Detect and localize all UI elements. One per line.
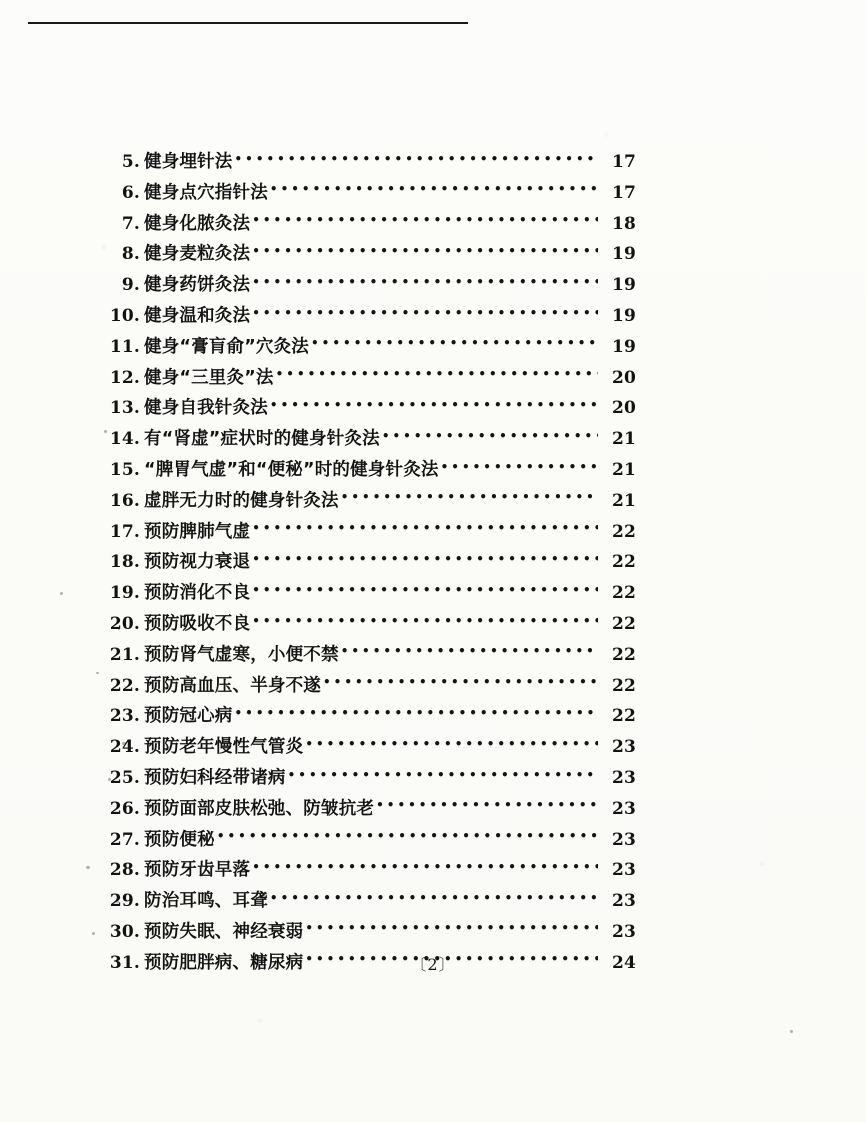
toc-entry bbox=[0, 733, 866, 764]
toc-entry-page: 23 bbox=[611, 891, 636, 912]
toc-entry bbox=[0, 148, 866, 179]
toc-entry-page: 17 bbox=[611, 152, 636, 172]
toc-entry-label: 预防冠心病 bbox=[144, 706, 233, 727]
toc-entry-label: 健身埋针法 bbox=[144, 152, 233, 172]
toc-entry-number: 28. bbox=[109, 860, 140, 881]
toc-entry-number: 16. bbox=[109, 490, 140, 511]
scan-speck bbox=[790, 1030, 793, 1033]
toc-entry bbox=[0, 240, 866, 271]
toc-leader-dots bbox=[252, 581, 598, 599]
toc-leader-dots bbox=[323, 673, 598, 691]
toc-entry bbox=[0, 887, 866, 918]
toc-leader-dots bbox=[341, 488, 598, 506]
toc-entry-label: 预防视力衰退 bbox=[144, 552, 251, 573]
toc-entry bbox=[0, 394, 866, 425]
toc-leader-dots bbox=[270, 889, 598, 907]
toc-entry-number: 25. bbox=[109, 767, 140, 788]
toc-entry-page: 17 bbox=[611, 182, 636, 203]
toc-entry-number: 21. bbox=[109, 644, 140, 665]
toc-leader-dots bbox=[252, 303, 598, 321]
toc-leader-dots bbox=[441, 457, 598, 475]
toc-entry-page: 18 bbox=[611, 213, 636, 234]
toc-entry-number: 27. bbox=[109, 829, 140, 850]
toc-entry-page: 23 bbox=[611, 798, 636, 819]
toc-entry-page: 22 bbox=[611, 583, 636, 604]
toc-leader-dots bbox=[270, 180, 598, 198]
toc-entry-number: 6. bbox=[121, 182, 140, 203]
toc-entry-label: 预防妇科经带诸病 bbox=[144, 767, 286, 788]
toc-entry-label: 健身麦粒灸法 bbox=[144, 244, 251, 265]
toc-entry bbox=[0, 210, 866, 241]
toc-entry bbox=[0, 641, 866, 672]
toc-entry-number: 14. bbox=[109, 429, 140, 450]
toc-entry-page: 23 bbox=[611, 767, 636, 788]
toc-leader-dots bbox=[305, 735, 598, 753]
toc-entry-page: 22 bbox=[611, 613, 636, 634]
toc-entry-label: 健身温和灸法 bbox=[144, 305, 251, 326]
toc-entry-number: 9. bbox=[121, 275, 140, 296]
toc-entry-label: 健身“三里灸”法 bbox=[144, 367, 274, 388]
toc-entry-page: 23 bbox=[611, 737, 636, 758]
toc-entry-number: 24. bbox=[109, 737, 140, 758]
toc-entry bbox=[0, 856, 866, 887]
toc-entry-label: 健身“膏肓俞”穴灸法 bbox=[144, 336, 310, 357]
toc-entry-number: 10. bbox=[109, 305, 140, 326]
toc-entry-label: 防治耳鸣、耳聋 bbox=[144, 891, 268, 912]
toc-entry-number: 11. bbox=[109, 336, 140, 357]
toc-leader-dots bbox=[252, 550, 598, 568]
toc-entry-page: 21 bbox=[611, 429, 636, 450]
toc-entry-page: 19 bbox=[611, 244, 636, 265]
toc-entry bbox=[0, 579, 866, 610]
toc-leader-dots bbox=[252, 242, 598, 260]
toc-leader-dots bbox=[276, 365, 598, 383]
toc-entry-page: 20 bbox=[611, 398, 636, 419]
toc-entry-label: 预防肥胖病、糖尿病 bbox=[144, 952, 304, 973]
toc-entry-page: 19 bbox=[611, 305, 636, 326]
toc-entry bbox=[0, 610, 866, 641]
toc-entry-page: 21 bbox=[611, 490, 636, 511]
toc-entry-label: 健身点穴指针法 bbox=[144, 182, 268, 203]
toc-entry-page: 23 bbox=[611, 921, 636, 942]
toc-leader-dots bbox=[288, 765, 598, 783]
toc-entry bbox=[0, 795, 866, 826]
toc-entry-label: 预防牙齿早落 bbox=[144, 860, 251, 881]
toc-leader-dots bbox=[217, 827, 598, 845]
toc-entry-page: 22 bbox=[611, 644, 636, 665]
toc-entry bbox=[0, 518, 866, 549]
toc-entry bbox=[0, 333, 866, 364]
toc-entry-number: 17. bbox=[109, 521, 140, 542]
toc-entry-label: 有“肾虚”症状时的健身针灸法 bbox=[144, 429, 380, 450]
toc-entry-page: 20 bbox=[611, 367, 636, 388]
toc-entry bbox=[0, 672, 866, 703]
toc-entry bbox=[0, 271, 866, 302]
toc-entry-page: 22 bbox=[611, 675, 636, 696]
toc-leader-dots bbox=[341, 642, 598, 660]
toc-entry-label: 预防吸收不良 bbox=[144, 613, 251, 634]
toc-entry bbox=[0, 764, 866, 795]
toc-entry-page: 22 bbox=[611, 706, 636, 727]
toc-entry-number: 22. bbox=[109, 675, 140, 696]
toc-entry-number: 29. bbox=[109, 891, 140, 912]
toc-entry-label: 预防便秘 bbox=[144, 829, 215, 850]
toc-entry bbox=[0, 456, 866, 487]
toc-entry-number: 15. bbox=[109, 459, 140, 480]
toc-entry bbox=[0, 918, 866, 949]
toc-entry-label: 预防高血压、半身不遂 bbox=[144, 675, 321, 696]
toc-entry-number: 18. bbox=[109, 552, 140, 573]
toc-entry-number: 19. bbox=[109, 583, 140, 604]
toc-entry-page: 23 bbox=[611, 860, 636, 881]
toc-entry bbox=[0, 826, 866, 857]
toc-entry-number: 5. bbox=[121, 152, 140, 172]
toc-entry bbox=[0, 179, 866, 210]
toc-entry-number: 8. bbox=[121, 244, 140, 265]
toc-entry-label: 健身药饼灸法 bbox=[144, 275, 251, 296]
toc-leader-dots bbox=[252, 273, 598, 291]
toc-leader-dots bbox=[382, 427, 598, 445]
toc-leader-dots bbox=[252, 611, 598, 629]
toc-entry-number: 7. bbox=[121, 213, 140, 234]
toc-entry-number: 12. bbox=[109, 367, 140, 388]
page-folio: 〔2〕 bbox=[410, 955, 456, 974]
toc-entry-label: 预防消化不良 bbox=[144, 583, 251, 604]
toc-entry-number: 23. bbox=[109, 706, 140, 727]
table-of-contents bbox=[0, 148, 866, 980]
toc-entry-label: 虚胖无力时的健身针灸法 bbox=[144, 490, 339, 511]
toc-leader-dots bbox=[235, 150, 599, 168]
toc-entry-label: 预防老年慢性气管炎 bbox=[144, 737, 304, 758]
toc-entry bbox=[0, 425, 866, 456]
toc-leader-dots bbox=[252, 858, 598, 876]
toc-entry bbox=[0, 487, 866, 518]
toc-entry bbox=[0, 364, 866, 395]
toc-entry-number: 30. bbox=[109, 921, 140, 942]
toc-leader-dots bbox=[252, 211, 598, 229]
toc-leader-dots bbox=[252, 519, 598, 537]
toc-entry-label: “脾胃气虚”和“便秘”时的健身针灸法 bbox=[144, 459, 439, 480]
toc-entry-page: 22 bbox=[611, 552, 636, 573]
toc-entry-page: 19 bbox=[611, 275, 636, 296]
toc-entry-label: 健身化脓灸法 bbox=[144, 213, 251, 234]
toc-entry-label: 预防肾气虚寒，小便不禁 bbox=[144, 644, 339, 665]
toc-entry-page: 21 bbox=[611, 459, 636, 480]
toc-entry-number: 13. bbox=[109, 398, 140, 419]
toc-entry-page: 19 bbox=[611, 336, 636, 357]
toc-entry bbox=[0, 702, 866, 733]
toc-leader-dots bbox=[311, 334, 598, 352]
toc-entry-number: 31. bbox=[109, 952, 140, 973]
toc-entry-page: 24 bbox=[611, 952, 636, 973]
header-rule bbox=[28, 22, 468, 24]
toc-leader-dots bbox=[270, 396, 598, 414]
toc-entry-number: 26. bbox=[109, 798, 140, 819]
toc-entry-label: 健身自我针灸法 bbox=[144, 398, 268, 419]
toc-entry bbox=[0, 548, 866, 579]
toc-entry-label: 预防脾肺气虚 bbox=[144, 521, 251, 542]
toc-entry-label: 预防失眠、神经衰弱 bbox=[144, 921, 304, 942]
toc-entry bbox=[0, 302, 866, 333]
toc-entry-page: 22 bbox=[611, 521, 636, 542]
toc-leader-dots bbox=[305, 919, 598, 937]
toc-entry-number: 20. bbox=[109, 613, 140, 634]
toc-leader-dots bbox=[376, 796, 598, 814]
toc-leader-dots bbox=[235, 704, 599, 722]
toc-entry-page: 23 bbox=[611, 829, 636, 850]
toc-entry-label: 预防面部皮肤松弛、防皱抗老 bbox=[144, 798, 375, 819]
